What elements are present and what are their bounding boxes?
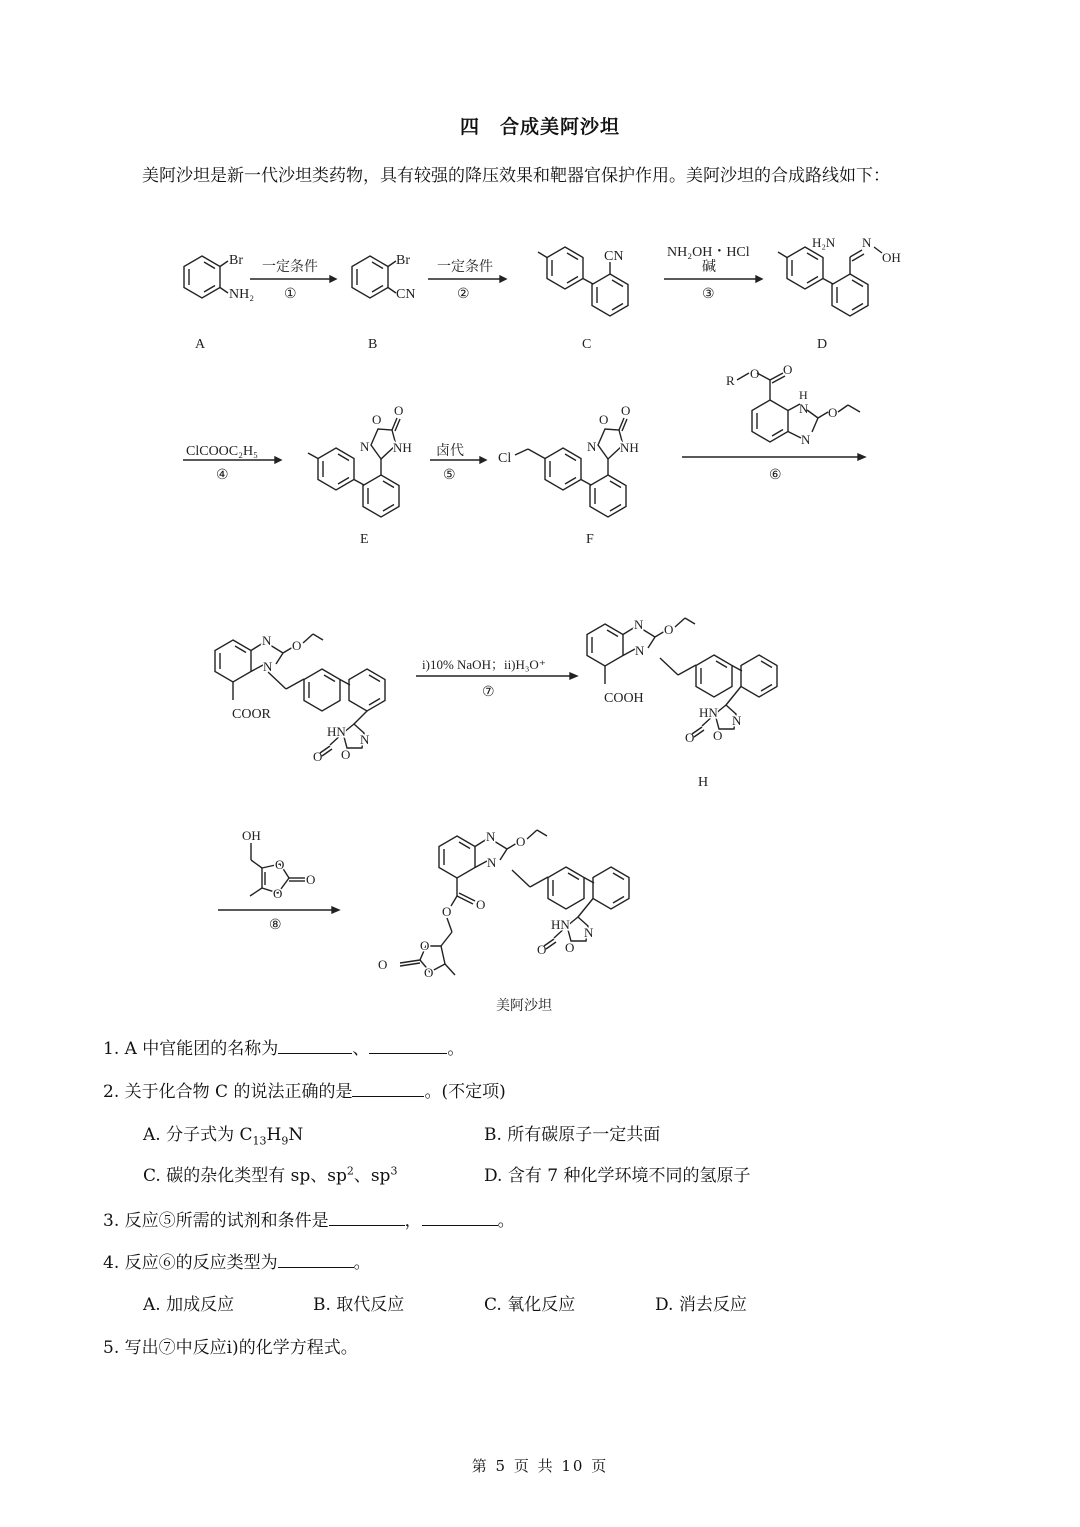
q2-option-d[interactable]: D. 含有 7 种化学环境不同的氢原子 xyxy=(484,1166,751,1186)
atom-o: O xyxy=(378,957,388,972)
atom-n: N xyxy=(801,432,811,447)
q4-option-a[interactable]: A. 加成反应 xyxy=(143,1295,235,1315)
atom-o: O xyxy=(394,403,404,418)
atom-o: O xyxy=(442,904,452,919)
atom-cn: CN xyxy=(396,287,416,302)
atom-h: H xyxy=(799,388,808,402)
atom-o: O xyxy=(306,872,316,887)
step6-number: ⑥ xyxy=(769,468,782,483)
q2-option-b[interactable]: B. 所有碳原子一定共面 xyxy=(484,1125,661,1145)
group-cooh: COOH xyxy=(604,691,644,706)
atom-hn: HN xyxy=(327,724,346,739)
q4-option-c[interactable]: C. 氧化反应 xyxy=(484,1295,576,1315)
atom-o: O xyxy=(750,366,760,381)
atom-o: O xyxy=(273,886,283,901)
atom-oh: OH xyxy=(882,250,901,265)
page-footer: 第 5 页 共 10 页 xyxy=(471,1457,609,1475)
step7-number: ⑦ xyxy=(482,685,495,700)
step4-condition: ClCOOC₂H₅ xyxy=(186,444,258,459)
atom-o: O xyxy=(537,942,547,957)
question-2: 2. 关于化合物 C 的说法正确的是 。(不定项) xyxy=(103,1082,506,1102)
q2-option-a[interactable]: A. 分子式为 $C_{13}H_9N$ xyxy=(143,1125,304,1148)
q4-option-b[interactable]: B. 取代反应 xyxy=(313,1295,405,1315)
step2-number: ② xyxy=(457,287,470,302)
label-c: C xyxy=(582,337,592,352)
atom-o: O xyxy=(621,403,631,418)
step7-condition: i)10% NaOH；ii)H₃O⁺ xyxy=(422,657,546,672)
atom-o: O xyxy=(828,405,838,420)
atom-n: N xyxy=(262,633,272,648)
atom-n: N xyxy=(732,713,742,728)
label-d: D xyxy=(817,337,828,352)
compound-e-structure xyxy=(308,418,400,517)
atom-n: N xyxy=(635,643,645,658)
atom-h2n: H₂N xyxy=(812,235,836,250)
atom-n: N xyxy=(634,617,644,632)
atom-nh2: NH₂ xyxy=(229,287,255,302)
answer-blank[interactable] xyxy=(352,1082,424,1097)
atom-o: O xyxy=(372,412,382,427)
atom-cn: CN xyxy=(604,249,624,264)
atom-o: O xyxy=(476,897,486,912)
atom-o: O xyxy=(292,638,302,653)
atom-n: N xyxy=(584,925,594,940)
step3-condition2: 碱 xyxy=(702,260,716,275)
step3-number: ③ xyxy=(702,287,715,302)
atom-o: O xyxy=(313,749,323,764)
question-4-text: 4. 反应⑥的反应类型为 xyxy=(103,1253,278,1273)
atom-o: O xyxy=(664,622,674,637)
atom-o: O xyxy=(420,938,430,953)
answer-blank[interactable] xyxy=(278,1039,352,1054)
step1-condition: 一定条件 xyxy=(262,260,318,275)
question-2-text: 2. 关于化合物 C 的说法正确的是 xyxy=(103,1082,353,1102)
atom-br: Br xyxy=(396,253,410,268)
q2-option-c[interactable]: C. 碳的杂化类型有 sp、$sp^2$、$sp^3$ xyxy=(143,1164,398,1186)
atom-o: O xyxy=(713,728,723,743)
atom-n: N xyxy=(360,732,370,747)
compound-h-structure xyxy=(587,618,777,737)
answer-blank[interactable] xyxy=(369,1039,447,1054)
atom-hn: HN xyxy=(551,917,570,932)
atom-n: N xyxy=(360,439,370,454)
intro-paragraph: 美阿沙坦是新一代沙坦类药物，具有较强的降压效果和靶器官保护作用。美阿沙坦的合成路线如下： xyxy=(142,166,890,186)
atom-o: O xyxy=(565,940,575,955)
atom-oh: OH xyxy=(242,828,261,843)
label-h: H xyxy=(698,775,709,790)
atom-r: R xyxy=(726,373,735,388)
atom-hn: HN xyxy=(699,705,718,720)
question-3: 3. 反应⑤所需的试剂和条件是 ， 。 xyxy=(103,1211,515,1231)
atom-o: O xyxy=(685,730,695,745)
compound-a-structure xyxy=(184,256,228,298)
question-4: 4. 反应⑥的反应类型为 。 xyxy=(103,1253,371,1273)
label-e: E xyxy=(360,532,369,547)
question-3-text: 3. 反应⑤所需的试剂和条件是 xyxy=(103,1211,329,1231)
answer-blank[interactable] xyxy=(422,1211,498,1226)
atom-br: Br xyxy=(229,253,243,268)
atom-o: O xyxy=(516,834,526,849)
step8-number: ⑧ xyxy=(269,918,282,933)
group-coor: COOR xyxy=(232,707,271,722)
label-product: 美阿沙坦 xyxy=(496,999,552,1014)
atom-n: N xyxy=(862,235,872,250)
atom-cl: Cl xyxy=(498,451,512,466)
label-b: B xyxy=(368,337,378,352)
compound-f-structure xyxy=(515,418,627,517)
step4-number: ④ xyxy=(216,468,229,483)
section-title: 四 合成美阿沙坦 xyxy=(459,116,620,138)
compound-b-structure xyxy=(352,256,396,298)
atom-o: O xyxy=(341,747,351,762)
atom-n: N xyxy=(263,659,273,674)
question-1-text: 1. A 中官能团的名称为 xyxy=(103,1039,279,1059)
atom-n: N xyxy=(799,401,809,416)
atom-o: O xyxy=(424,965,434,980)
step5-number: ⑤ xyxy=(443,468,456,483)
atom-nh: NH xyxy=(393,440,412,455)
step1-number: ① xyxy=(284,287,297,302)
atom-n: N xyxy=(486,829,496,844)
question-1: 1. A 中官能团的名称为 、 。 xyxy=(103,1039,465,1059)
question-5: 5. 写出⑦中反应i)的化学方程式。 xyxy=(103,1338,358,1358)
product-structure xyxy=(400,830,629,975)
atom-o: O xyxy=(599,412,609,427)
label-f: F xyxy=(586,532,594,547)
step2-condition: 一定条件 xyxy=(437,260,493,275)
step5-condition: 卤代 xyxy=(436,444,464,459)
atom-o: O xyxy=(275,857,285,872)
answer-blank[interactable] xyxy=(278,1253,354,1268)
label-a: A xyxy=(195,337,206,352)
atom-n: N xyxy=(487,855,497,870)
atom-o: O xyxy=(783,362,793,377)
atom-n: N xyxy=(587,439,597,454)
step3-condition: NH₂OH・HCl xyxy=(667,245,750,260)
atom-nh: NH xyxy=(620,440,639,455)
compound-d-structure xyxy=(778,247,882,316)
q4-option-d[interactable]: D. 消去反应 xyxy=(655,1295,747,1315)
answer-blank[interactable] xyxy=(329,1211,405,1226)
